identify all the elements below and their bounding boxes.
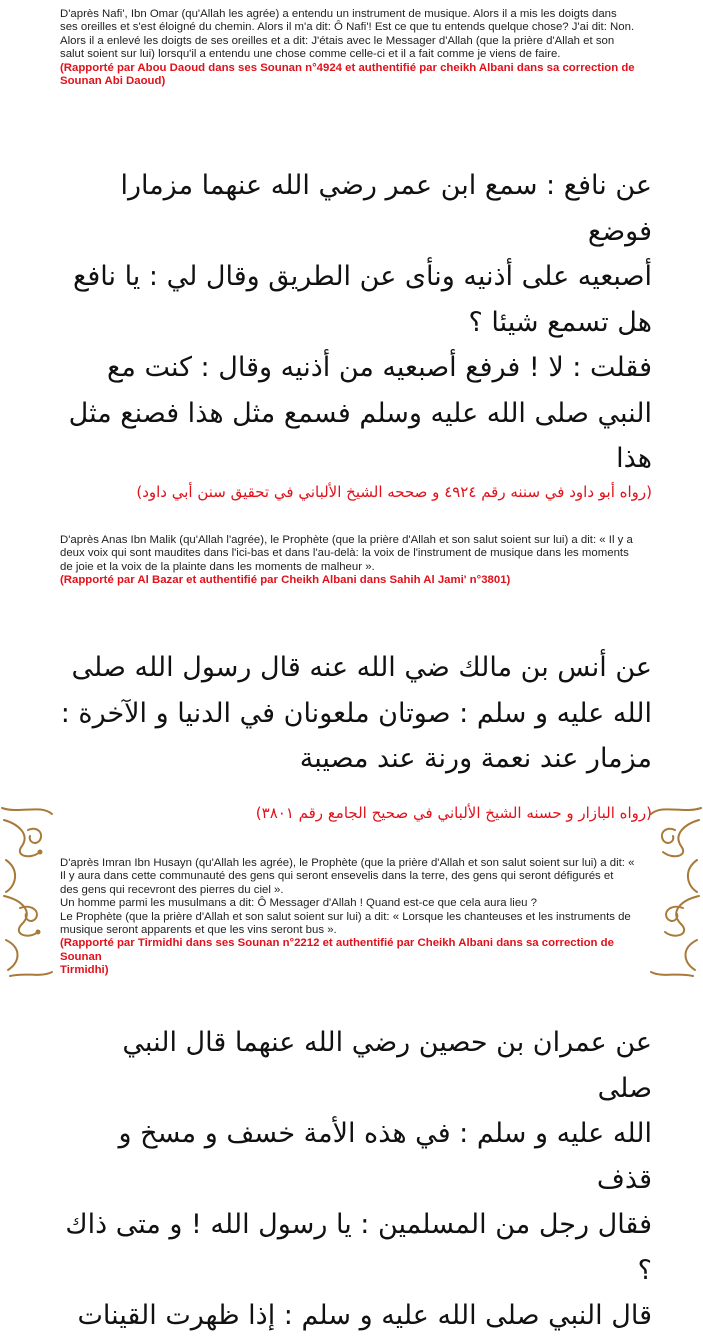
french-text: D'après Nafi', Ibn Omar (qu'Allah les agrée) a entendu un instrument de musique. Alors il a mis les doigts dans ses oreilles et s'est éloigné du chemin. Alors il m'a dit: Ô Nafi'! Est ce que tu entends quelque chose? J'ai dit: Non. Alors il a enlevé les doigts de ses oreilles et a dit: J'étais avec le Messager d'Allah (que la prière d'Allah et son salut soient sur lui) lorsqu'il a entendu une chose comme celle-ci et il a fait comme je viens de faire.: [60, 8, 635, 61]
french-text: D'après Imran Ibn Husayn (qu'Allah les agrée), le Prophète (que la prière d'Allah et son salut soient sur lui) a dit: « Il y aura dans cette communauté des gens qui seront ensevelis dans la terre, des gens qui seront défigurés et des gens qui recevront des pierres du ciel ». Un homme parmi les musulmans a dit: Ô Messager d'Allah ! Quand est-ce que cela aura lieu ? Le Prophète (que la prière d'Allah et son salut soient sur lui) a dit: « Lorsque les chanteuses et les instruments de musique seront apparents et que les vins seront bus ».: [60, 857, 635, 937]
french-hadith-3: [60, 857, 650, 978]
arabic-hadith-2: [60, 645, 652, 782]
french-source: (Rapporté par Al Bazar et authentifié par Cheikh Albani dans Sahih Al Jami' n°3801): [60, 574, 511, 587]
arabic-text: عن عمران بن حصين رضي الله عنهما قال النبي صلى الله عليه و سلم : في هذه الأمة خسف و مسخ و قذف فقال رجل من المسلمين : يا رسول الله ! و متى ذاك ؟ قال النبي صلى الله عليه و سلم : إذا ظهرت القينات: [65, 1027, 652, 1331]
arabic-hadith-3: [60, 1020, 652, 1339]
french-source: (Rapporté par Tirmidhi dans ses Sounan n°2212 et authentifié par Cheikh Albani dans sa correction de Sounan Tirmidhi): [60, 937, 614, 977]
arabic-text: عن أنس بن مالك ضي الله عنه قال رسول الله صلى الله عليه و سلم : صوتان ملعونان في الدنيا و الآخرة : مزمار عند نعمة ورنة عند مصيبة: [60, 652, 652, 774]
french-hadith-1: [60, 8, 650, 88]
arabic-text: عن نافع : سمع ابن عمر رضي الله عنهما مزمارا فوضع أصبعيه على أذنيه ونأى عن الطريق وقال لي : يا نافع هل تسمع شيئا ؟ فقلت : لا ! فرفع أصبعيه من أذنيه وقال : كنت مع النبي صلى الله عليه وسلم فسمع مثل هذا فصنع مثل هذا: [68, 170, 652, 474]
right-flourish-ornament: [650, 800, 703, 980]
french-hadith-2: [60, 534, 650, 588]
arabic-source-1: (رواه أبو داود في سننه رقم ٤٩٢٤ و صححه الشيخ الألباني في تحقيق سنن أبي داود): [136, 483, 652, 501]
arabic-hadith-1: [60, 163, 652, 482]
arabic-source-2: (رواه البازار و حسنه الشيخ الألباني في صحيح الجامع رقم ٣٨٠١): [255, 804, 652, 822]
french-text: D'après Anas Ibn Malik (qu'Allah l'agrée), le Prophète (que la prière d'Allah et son salut soient sur lui) a dit: « Il y a deux voix qui sont maudites dans l'ici-bas et dans l'au-delà: la voix de l'instrument de musique dans les moments de joie et la voix de la plainte dans les moments de malheur ».: [60, 534, 633, 573]
left-flourish-ornament: [0, 800, 56, 980]
french-source: (Rapporté par Abou Daoud dans ses Sounan n°4924 et authentifié par cheikh Albani dans sa correction de Sounan Abi Daoud): [60, 61, 635, 88]
